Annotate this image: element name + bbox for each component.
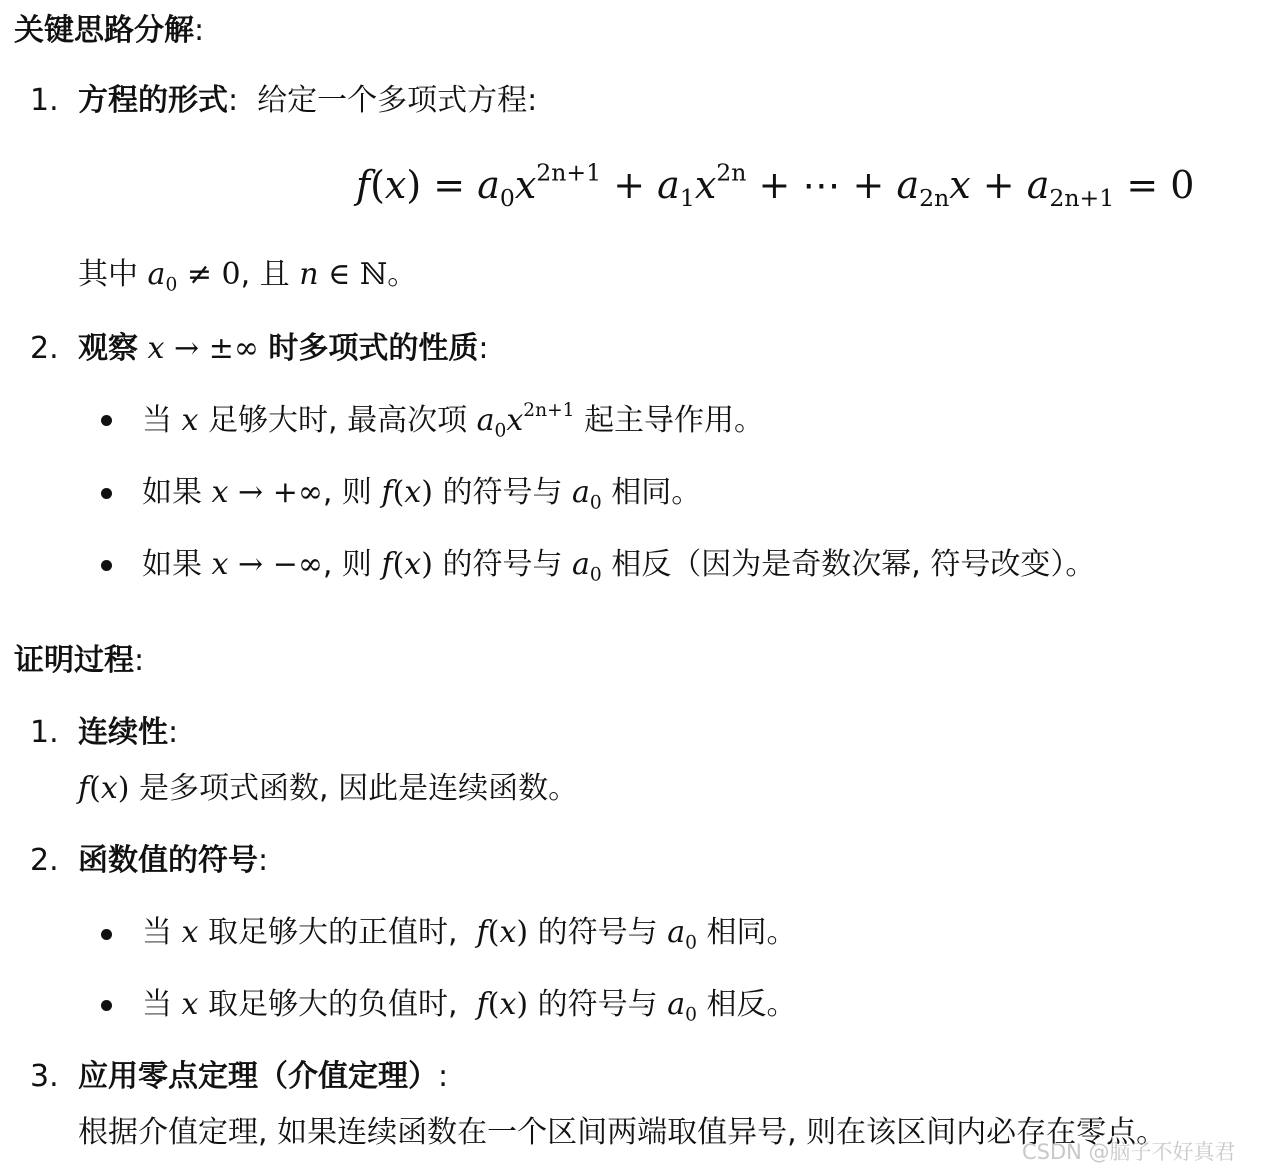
text: 相反。 [706, 987, 797, 1022]
proof-2-title [78, 843, 269, 878]
math-a: a [1026, 163, 1050, 207]
item-2-label [30, 331, 59, 366]
math-paren: ) [516, 915, 529, 950]
math-x: x [147, 331, 165, 366]
section-heading-key-ideas [14, 13, 205, 48]
bullet-dot [101, 1000, 112, 1011]
math-equals: = [433, 163, 466, 207]
item-title: 方程的形式 [78, 83, 228, 118]
text: 的符号与 [537, 915, 658, 950]
proof-1-label [30, 715, 59, 750]
math-paren: ( [392, 475, 405, 510]
math-f: f [78, 771, 90, 806]
math-x: x [181, 987, 199, 1022]
condition-line [78, 257, 418, 296]
bullet-dot [101, 488, 112, 499]
polynomial-equation [356, 158, 1195, 213]
item-text: 给定一个多项式方程: [257, 83, 538, 118]
heading-text: 关键思路分解 [14, 13, 194, 48]
text: , 则 [322, 475, 372, 510]
bullet-minus-infinity [142, 547, 1096, 586]
math-a: a [896, 163, 920, 207]
math-f: f [381, 547, 393, 582]
math-sub: 0 [165, 274, 178, 296]
text: 当 [142, 987, 172, 1022]
math-x: x [499, 987, 517, 1022]
math-paren: ) [421, 475, 433, 510]
text: 相同。 [706, 915, 797, 950]
item-number: 2. [30, 331, 59, 366]
item-colon: : [228, 83, 239, 118]
math-plus: + [982, 163, 1015, 207]
text: 起主导作用。 [584, 403, 765, 438]
text: 的符号与 [537, 987, 658, 1022]
math-sub: 0 [685, 1004, 697, 1026]
proof-3-body [78, 1115, 1167, 1150]
proof-1-title [78, 715, 179, 750]
math-sub: 0 [589, 492, 602, 514]
math-a: a [147, 257, 166, 292]
math-a: a [667, 987, 686, 1022]
math-x: x [404, 547, 422, 582]
math-paren: ) [406, 163, 422, 207]
math-paren: ( [487, 987, 500, 1022]
text: 当 [142, 915, 172, 950]
item-colon: : [258, 843, 269, 878]
text: 如果 [142, 475, 202, 510]
math-in: ∈ ℕ [328, 257, 388, 292]
math-dots: + ⋯ + [758, 163, 885, 207]
math-arrow: → ±∞ [174, 331, 259, 366]
math-f: f [476, 915, 488, 950]
item-number: 1. [30, 83, 59, 118]
math-f: f [381, 475, 393, 510]
text: 的符号与 [442, 475, 563, 510]
text: 足够大时, 最高次项 [208, 403, 468, 438]
math-paren: ) [421, 547, 433, 582]
bullet-plus-infinity [142, 475, 702, 514]
math-sub: 2n [919, 184, 950, 213]
text: 。 [387, 257, 418, 292]
bullet-dot [101, 929, 112, 940]
proof-2-label [30, 843, 59, 878]
math-sub: 0 [589, 564, 602, 586]
item-number: 2. [30, 843, 59, 878]
heading-colon: : [194, 13, 205, 48]
item-title: 函数值的符号 [78, 843, 258, 878]
math-plus: + [613, 163, 646, 207]
math-exp: 2n+1 [536, 158, 602, 187]
item-1-content [78, 83, 538, 118]
math-arrow: → +∞ [238, 475, 323, 510]
math-equals: = [1126, 163, 1159, 207]
text: , 且 [240, 257, 290, 292]
item-colon: : [438, 1059, 449, 1094]
bullet-dot [101, 415, 112, 426]
math-paren: ( [487, 915, 500, 950]
math-x: x [506, 403, 524, 438]
text: 根据介值定理, 如果连续函数在一个区间两端取值异号, 则在该区间内必存在零点。 [78, 1115, 1167, 1150]
math-sub: 0 [685, 932, 697, 954]
heading-text: 证明过程 [14, 643, 134, 678]
math-sub: 0 [499, 184, 515, 213]
math-x: x [694, 163, 717, 207]
math-paren: ) [516, 987, 529, 1022]
math-neq: ≠ 0 [186, 257, 241, 292]
text: 的符号与 [442, 547, 563, 582]
math-x: x [211, 475, 229, 510]
math-paren: ) [117, 771, 130, 806]
text: 当 [142, 403, 172, 438]
math-x: x [384, 163, 407, 207]
item-2-content [78, 331, 489, 366]
math-f: f [476, 987, 488, 1022]
math-exp: 2n+1 [523, 400, 575, 422]
math-x: x [499, 915, 517, 950]
math-sub: 1 [679, 184, 695, 213]
item-colon: : [168, 715, 179, 750]
item-number: 3. [30, 1059, 59, 1094]
proof-1-body [78, 771, 579, 806]
text: 相同。 [611, 475, 702, 510]
math-x: x [211, 547, 229, 582]
text: 如果 [142, 547, 202, 582]
text: 是多项式函数, 因此是连续函数。 [139, 771, 579, 806]
math-a: a [667, 915, 686, 950]
math-arrow: → −∞ [238, 547, 323, 582]
item-title: 观察 [78, 331, 138, 366]
math-paren: ( [370, 163, 385, 207]
section-heading-proof [14, 643, 145, 678]
math-a: a [657, 163, 680, 207]
watermark: CSDN @脑子不好真君 [1022, 1140, 1236, 1164]
bullet-dominant-term [142, 400, 765, 442]
math-sub: 0 [494, 420, 507, 442]
math-a: a [572, 475, 590, 510]
item-title: 时多项式的性质 [268, 331, 479, 366]
bullet-negative-value [142, 987, 797, 1026]
math-paren: ( [89, 771, 101, 806]
heading-colon: : [134, 643, 145, 678]
math-a: a [572, 547, 590, 582]
proof-3-label [30, 1059, 59, 1094]
math-a: a [477, 163, 500, 207]
math-x: x [100, 771, 118, 806]
item-1-label [30, 83, 59, 118]
math-a: a [476, 403, 495, 438]
math-x: x [181, 403, 199, 438]
text: 取足够大的正值时, [208, 915, 458, 950]
proof-3-title [78, 1059, 449, 1094]
item-title: 连续性 [78, 715, 168, 750]
math-sub: 2n+1 [1049, 184, 1115, 213]
item-title: 应用零点定理（介值定理） [78, 1059, 438, 1094]
math-x: x [404, 475, 422, 510]
bullet-dot [101, 560, 112, 571]
bullet-positive-value [142, 915, 797, 954]
math-paren: ( [392, 547, 405, 582]
math-exp: 2n [716, 158, 747, 187]
text: , 则 [322, 547, 372, 582]
math-f: f [356, 163, 371, 207]
text: 其中 [78, 257, 138, 292]
math-x: x [949, 163, 971, 207]
math-n: n [299, 257, 319, 292]
math-zero: 0 [1170, 163, 1195, 207]
text: 取足够大的负值时, [208, 987, 458, 1022]
item-number: 1. [30, 715, 59, 750]
math-x: x [514, 163, 537, 207]
math-x: x [181, 915, 199, 950]
text: 相反（因为是奇数次幂, 符号改变）。 [611, 547, 1096, 582]
item-colon: : [478, 331, 489, 366]
